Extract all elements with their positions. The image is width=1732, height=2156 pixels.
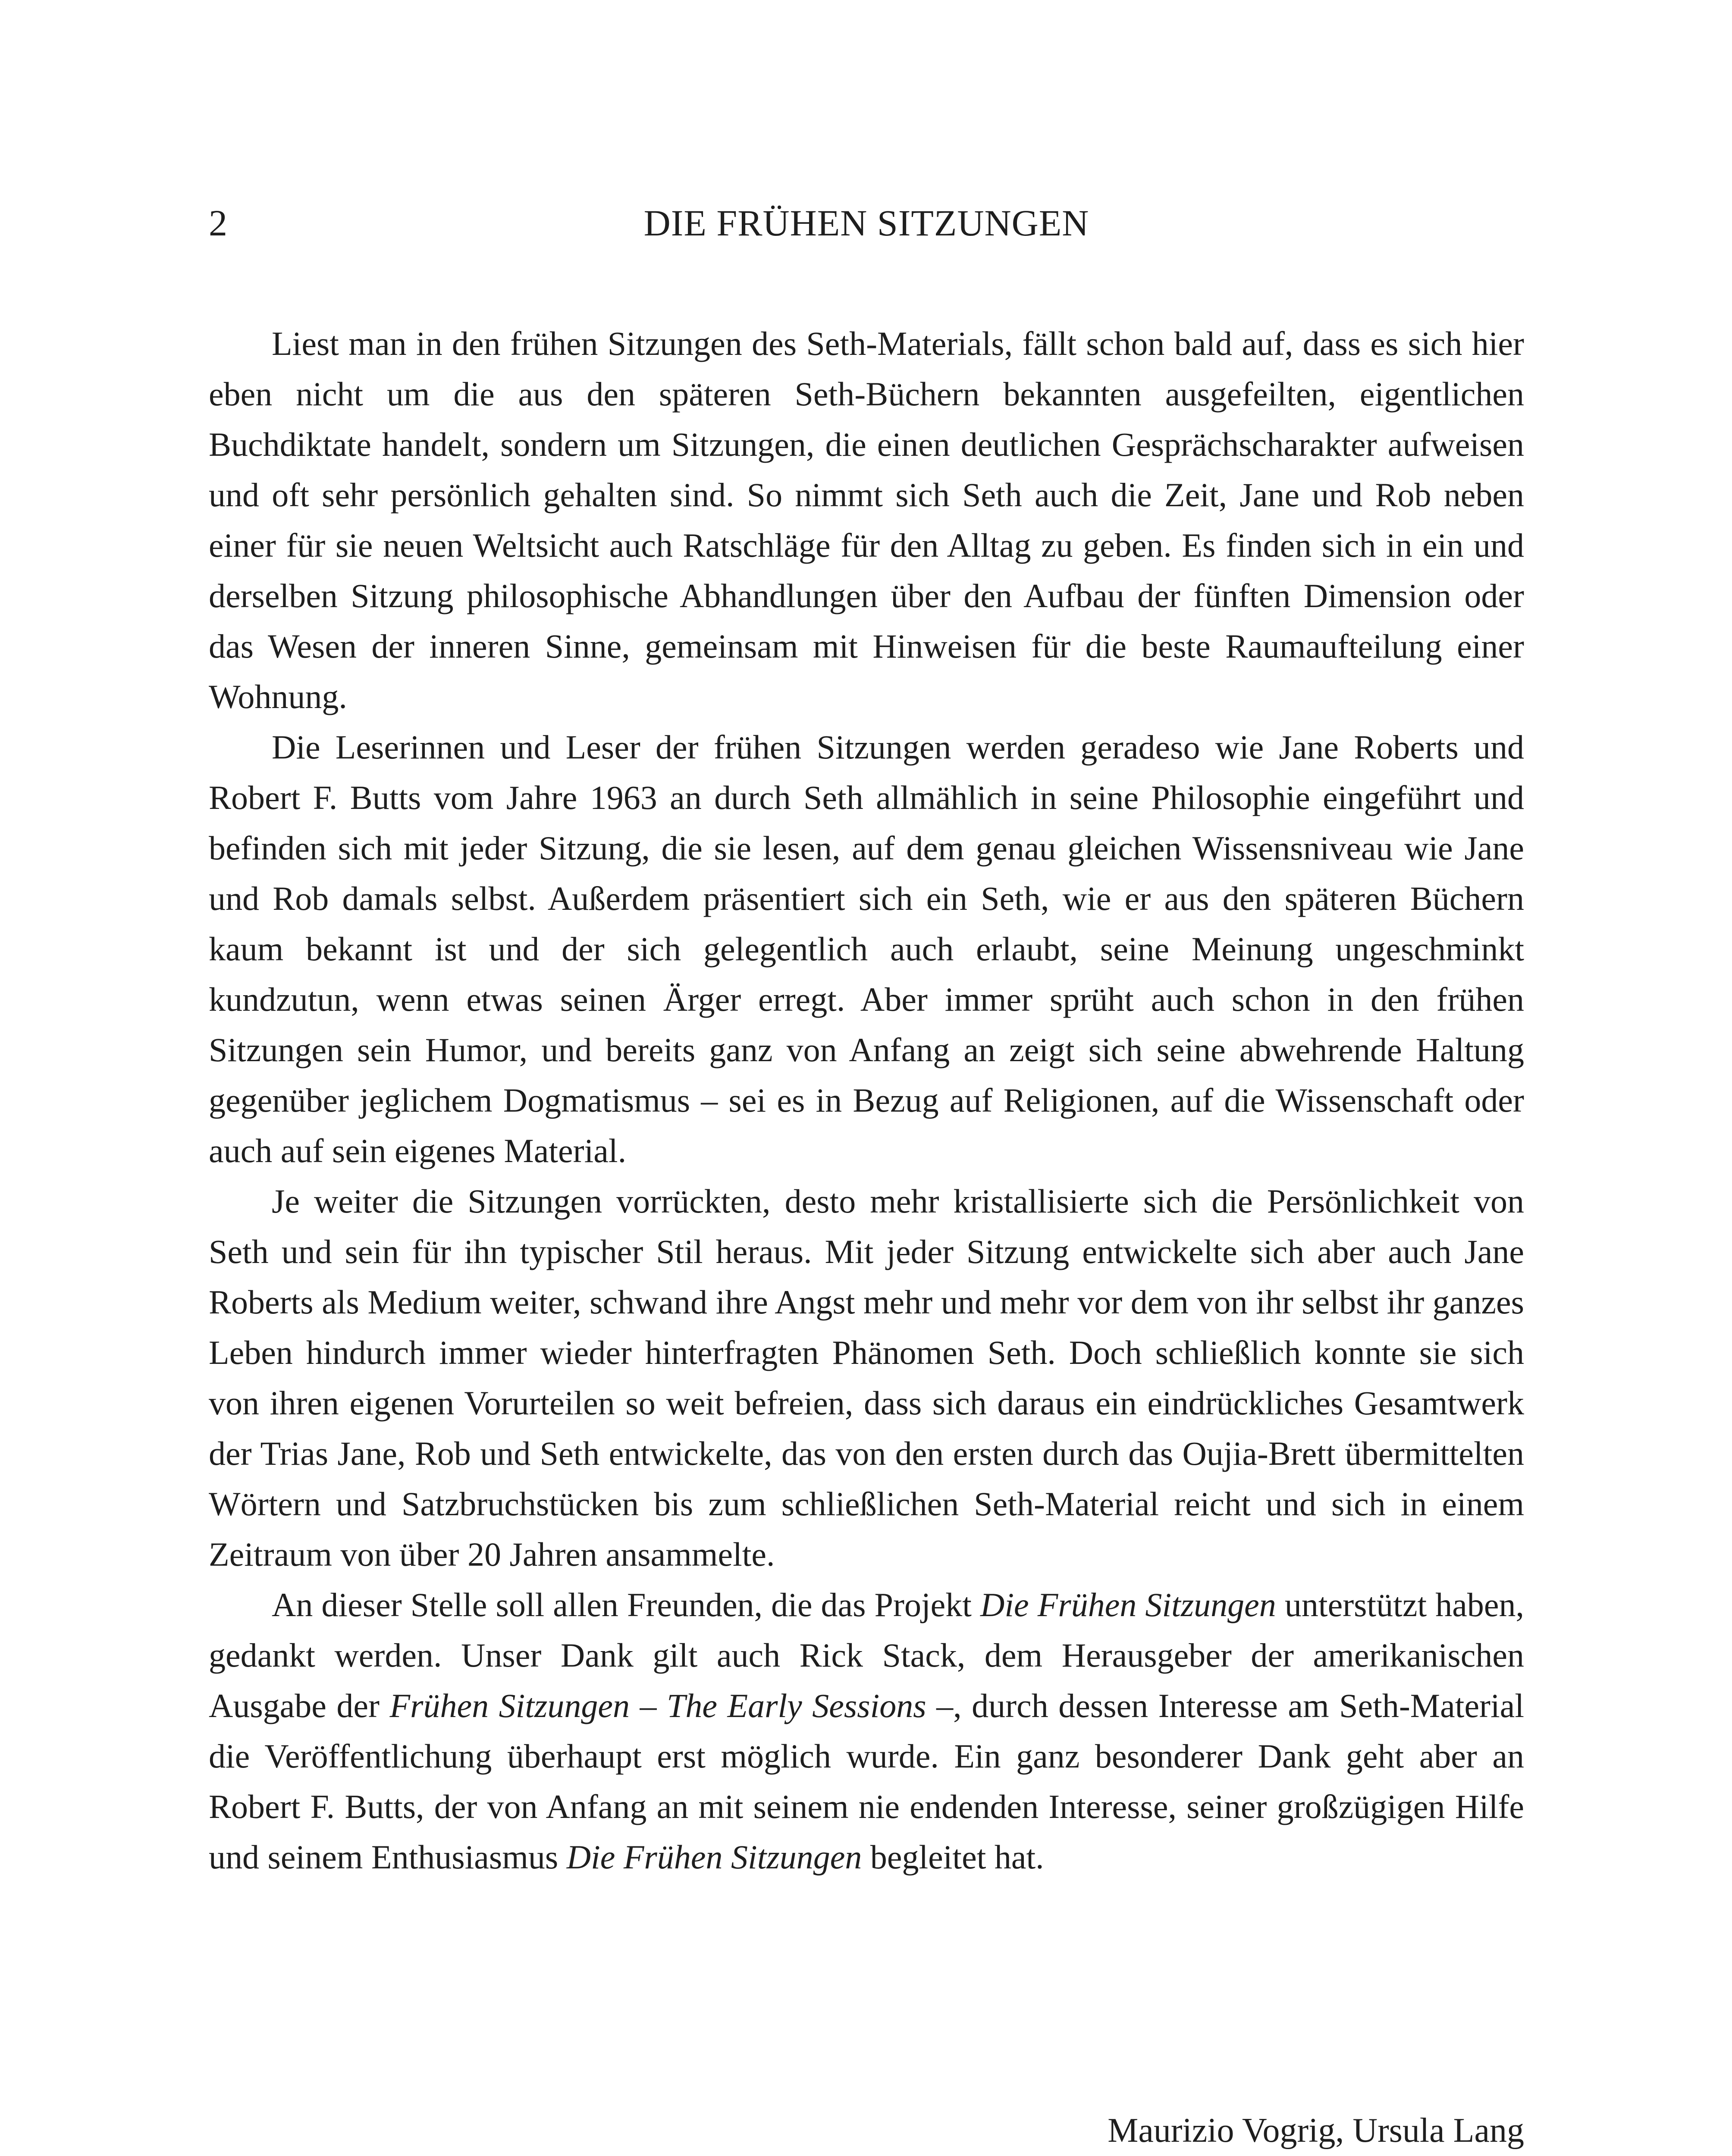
page-number: 2 [209, 202, 227, 244]
paragraph-text: begleitet hat. [862, 1838, 1044, 1876]
paragraph-2 [209, 722, 1524, 1176]
italic-book-title: Die Frühen Sitzungen [566, 1838, 862, 1876]
paragraph-text: unterstützt haben, gedankt werden. Unser Dank gilt auch Rick Stack, dem Herausgeber der amerikanischen Ausgabe der [209, 1586, 1525, 1724]
paragraph-text: Die Leserinnen und Leser der frühen Sitzungen werden geradeso wie Jane Roberts und Robert F. Butts vom Jahre 1963 an durch Seth allmählich in seine Philosophie eingeführt und befinden sich mit jeder Sitzung, die sie lesen, auf dem genau gleichen Wissensniveau wie Jane und Rob damals selbst. Außerdem präsentiert sich ein Seth, wie er aus den späteren Büchern kaum bekannt ist und der sich gelegentlich auch erlaubt, seine Meinung ungeschminkt kundzutun, wenn etwas seinen Ärger erregt. Aber immer sprüht auch schon in den frühen Sitzungen sein Humor, und bereits ganz von Anfang an zeigt sich seine abwehrende Haltung gegenüber jeglichem Dogmatismus – sei es in Bezug auf Religionen, auf die Wissenschaft oder auch auf sein eigenes Material. [209, 728, 1524, 1169]
italic-book-title: Frühen Sitzungen – The Early Sessions [389, 1687, 926, 1724]
signature-block [209, 2106, 1524, 2156]
paragraph-text: An dieser Stelle soll allen Freunden, die das Projekt [272, 1586, 981, 1623]
paragraph-3 [209, 1176, 1524, 1579]
paragraph-text: Liest man in den frühen Sitzungen des Seth-Materials, fällt schon bald auf, dass es sich hier eben nicht um die aus den späteren Seth-Büchern bekannten ausgefeilten, eigentlichen Buchdiktate handelt, sondern um Sitzungen, die einen deutlichen Gesprächscharakter aufweisen und oft sehr persönlich gehalten sind. So nimmt sich Seth auch die Zeit, Jane und Rob neben einer für sie neuen Weltsicht auch Ratschläge für den Alltag zu geben. Es finden sich in ein und derselben Sitzung philosophische Abhandlungen über den Aufbau der fünften Dimension oder das Wesen der inneren Sinne, gemeinsam mit Hinweisen für die beste Raumaufteilung einer Wohnung. [209, 325, 1524, 715]
body-text [209, 318, 1524, 1882]
italic-book-title: Die Frühen Sitzungen [980, 1586, 1276, 1623]
running-title: DIE FRÜHEN SITZUNGEN [643, 202, 1089, 244]
paragraph-text: Je weiter die Sitzungen vorrückten, desto mehr kristallisierte sich die Persönlichkeit von Seth und sein für ihn typischer Stil heraus. Mit jeder Sitzung entwickelte sich aber auch Jane Roberts als Medium weiter, schwand ihre Angst mehr und mehr vor dem von ihr selbst ihr ganzes Leben hindurch immer wieder hinterfragten Phänomen Seth. Doch schließlich konnte sie sich von ihren eigenen Vorurteilen so weit befreien, dass sich daraus ein eindrückliches Gesamtwerk der Trias Jane, Rob und Seth entwickelte, das von den ersten durch das Oujia-Brett übermittelten Wörtern und Satzbruchstücken bis zum schließlichen Seth-Material reicht und sich in einem Zeitraum von über 20 Jahren ansammelte. [209, 1182, 1524, 1573]
paragraph-text: –, durch dessen Interesse am Seth-Material die Veröffentlichung überhaupt erst möglich wurde. Ein ganz besonderer Dank geht aber an Robert F. Butts, der von Anfang an mit seinem nie endenden Interesse, seiner großzügigen Hilfe und seinem Enthusiasmus [209, 1687, 1524, 1876]
paragraph-4 [209, 1579, 1524, 1882]
running-head [209, 199, 1524, 247]
author-names: Maurizio Vogrig, Ursula Lang [1108, 2112, 1524, 2150]
paragraph-1 [209, 318, 1524, 722]
